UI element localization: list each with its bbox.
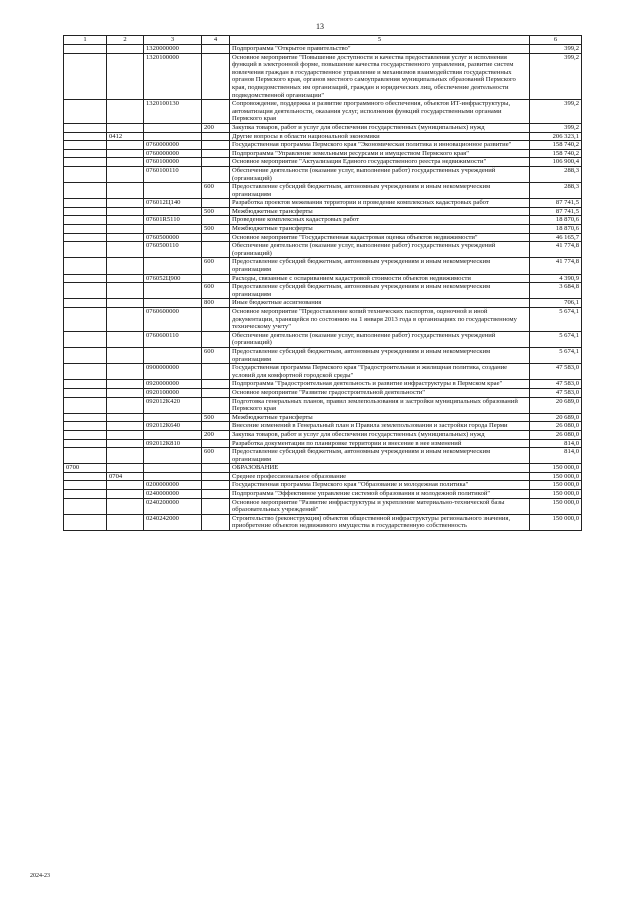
expense-type-code-cell — [202, 308, 230, 332]
target-item-code-cell: 0760000000 — [144, 141, 202, 150]
amount-cell: 150 000,0 — [530, 464, 582, 473]
table-row — [64, 207, 582, 216]
amount-cell: 288,3 — [530, 166, 582, 182]
expense-type-code-cell — [202, 388, 230, 397]
column-header-2: 2 — [107, 36, 144, 45]
item-name-cell: Внесение изменений в Генеральный план и Правила землепользования и застройки города Перми — [230, 422, 530, 431]
target-item-code-cell: 076012Ц140 — [144, 199, 202, 208]
amount-cell: 288,3 — [530, 183, 582, 199]
section-code-cell — [64, 274, 107, 283]
section-code-cell — [64, 308, 107, 332]
expense-type-code-cell — [202, 498, 230, 514]
item-name-cell: Подпрограмма "Управление земельными ресурсами и имуществом Пермского края" — [230, 149, 530, 158]
subsection-code-cell — [107, 199, 144, 208]
section-code-cell — [64, 166, 107, 182]
table-row — [64, 388, 582, 397]
expense-type-code-cell — [202, 158, 230, 167]
table-row — [64, 242, 582, 258]
amount-cell: 4 390,9 — [530, 274, 582, 283]
amount-cell: 41 774,8 — [530, 258, 582, 274]
expense-type-code-cell: 600 — [202, 347, 230, 363]
target-item-code-cell: 0240242000 — [144, 514, 202, 530]
target-item-code-cell: 07601R5110 — [144, 216, 202, 225]
target-item-code-cell: 0760100110 — [144, 166, 202, 182]
item-name-cell: Подпрограмма "Открытое правительство" — [230, 45, 530, 54]
subsection-code-cell — [107, 308, 144, 332]
amount-cell: 399,2 — [530, 53, 582, 100]
expense-type-code-cell: 600 — [202, 183, 230, 199]
expense-type-code-cell — [202, 490, 230, 499]
budget-table — [63, 35, 582, 531]
expense-type-code-cell — [202, 472, 230, 481]
subsection-code-cell — [107, 331, 144, 347]
item-name-cell: Основное мероприятие "Повышение доступности и качества предоставления услуг и исполнения функций в электронной форме, повышение качества государственного управления, развитие систем вовлечения граждан в государственное управление и механизмов взаимодействия государственных органов Пермского края, органов местного самоуправления муниципальных образований Пермского края, подведомственных им организаций, граждан и юридических лиц, обеспечение деятельности подведомственной организации" — [230, 53, 530, 100]
expense-type-code-cell — [202, 132, 230, 141]
subsection-code-cell — [107, 498, 144, 514]
expense-type-code-cell: 200 — [202, 123, 230, 132]
amount-cell: 158 740,2 — [530, 141, 582, 150]
table-row — [64, 199, 582, 208]
item-name-cell: Основное мероприятие "Предоставление копий технических паспортов, оценочной и иной документации, хранящейся по состоянию на 1 января 2013 года в организациях по государственному техническому учету" — [230, 308, 530, 332]
section-code-cell — [64, 53, 107, 100]
target-item-code-cell: 0760600000 — [144, 308, 202, 332]
amount-cell: 18 870,6 — [530, 225, 582, 234]
subsection-code-cell — [107, 233, 144, 242]
target-item-code-cell — [144, 225, 202, 234]
item-name-cell: Государственная программа Пермского края "Градостроительная и жилищная политика, создание условий для комфортной городской среды" — [230, 364, 530, 380]
column-header-5: 5 — [230, 36, 530, 45]
target-item-code-cell — [144, 299, 202, 308]
expense-type-code-cell — [202, 514, 230, 530]
item-name-cell: Межбюджетные трансферты — [230, 207, 530, 216]
item-name-cell: Иные бюджетные ассигнования — [230, 299, 530, 308]
footer-code: 2024-23 — [30, 873, 50, 879]
amount-cell: 814,0 — [530, 448, 582, 464]
amount-cell: 3 684,8 — [530, 283, 582, 299]
subsection-code-cell — [107, 45, 144, 54]
amount-cell: 150 000,0 — [530, 514, 582, 530]
section-code-cell — [64, 481, 107, 490]
table-row — [64, 413, 582, 422]
item-name-cell: Подготовка генеральных планов, правил землепользования и застройки муниципальных образований Пермского края — [230, 397, 530, 413]
target-item-code-cell — [144, 183, 202, 199]
section-code-cell — [64, 299, 107, 308]
table-row — [64, 123, 582, 132]
section-code-cell — [64, 430, 107, 439]
expense-type-code-cell — [202, 199, 230, 208]
table-row — [64, 331, 582, 347]
subsection-code-cell — [107, 413, 144, 422]
amount-cell: 150 000,0 — [530, 498, 582, 514]
amount-cell: 47 583,0 — [530, 364, 582, 380]
target-item-code-cell — [144, 464, 202, 473]
table-row — [64, 233, 582, 242]
expense-type-code-cell — [202, 216, 230, 225]
subsection-code-cell — [107, 158, 144, 167]
subsection-code-cell — [107, 364, 144, 380]
expense-type-code-cell — [202, 45, 230, 54]
subsection-code-cell — [107, 347, 144, 363]
section-code-cell — [64, 233, 107, 242]
table-row — [64, 490, 582, 499]
item-name-cell: Проведение комплексных кадастровых работ — [230, 216, 530, 225]
section-code-cell — [64, 514, 107, 530]
amount-cell: 5 674,1 — [530, 331, 582, 347]
section-code-cell — [64, 100, 107, 124]
section-code-cell — [64, 422, 107, 431]
table-row — [64, 514, 582, 530]
section-code-cell — [64, 45, 107, 54]
subsection-code-cell — [107, 490, 144, 499]
item-name-cell: Основное мероприятие "Государственная кадастровая оценка объектов недвижимости" — [230, 233, 530, 242]
table-row — [64, 464, 582, 473]
item-name-cell: Предоставление субсидий бюджетным, автономным учреждениям и иным некоммерческим организациям — [230, 347, 530, 363]
page-number: 13 — [316, 22, 324, 31]
item-name-cell: Обеспечение деятельности (оказание услуг, выполнение работ) государственных учреждений (организаций) — [230, 242, 530, 258]
amount-cell: 106 900,4 — [530, 158, 582, 167]
target-item-code-cell: 0200000000 — [144, 481, 202, 490]
section-code-cell — [64, 448, 107, 464]
section-code-cell — [64, 439, 107, 448]
section-code-cell — [64, 364, 107, 380]
item-name-cell: Подпрограмма "Эффективное управление системой образования и молодежной политикой" — [230, 490, 530, 499]
table-row — [64, 472, 582, 481]
item-name-cell: Подпрограмма "Градостроительная деятельность и развитие инфраструктуры в Пермском крае" — [230, 380, 530, 389]
table-row — [64, 166, 582, 182]
item-name-cell: Основное мероприятие "Развитие градостроительной деятельности" — [230, 388, 530, 397]
section-code-cell — [64, 149, 107, 158]
item-name-cell: Разработка документации по планировке территории и внесение в нее изменений — [230, 439, 530, 448]
expense-type-code-cell — [202, 166, 230, 182]
section-code-cell — [64, 388, 107, 397]
target-item-code-cell: 092012К810 — [144, 439, 202, 448]
amount-cell: 41 774,8 — [530, 242, 582, 258]
amount-cell: 399,2 — [530, 100, 582, 124]
table-row — [64, 183, 582, 199]
expense-type-code-cell — [202, 481, 230, 490]
item-name-cell: Основное мероприятие "Актуализация Единого государственного реестра недвижимости" — [230, 158, 530, 167]
subsection-code-cell — [107, 207, 144, 216]
amount-cell: 47 583,0 — [530, 380, 582, 389]
expense-type-code-cell — [202, 464, 230, 473]
table-row — [64, 397, 582, 413]
target-item-code-cell: 0900000000 — [144, 364, 202, 380]
table-row — [64, 422, 582, 431]
target-item-code-cell: 0760500000 — [144, 233, 202, 242]
table-row — [64, 308, 582, 332]
subsection-code-cell — [107, 430, 144, 439]
target-item-code-cell: 0920000000 — [144, 380, 202, 389]
table-row — [64, 439, 582, 448]
expense-type-code-cell: 600 — [202, 283, 230, 299]
amount-cell: 206 323,1 — [530, 132, 582, 141]
section-code-cell — [64, 347, 107, 363]
item-name-cell: Межбюджетные трансферты — [230, 225, 530, 234]
target-item-code-cell — [144, 347, 202, 363]
column-header-4: 4 — [202, 36, 230, 45]
table-row — [64, 364, 582, 380]
item-name-cell: Обеспечение деятельности (оказание услуг, выполнение работ) государственных учреждений (организаций) — [230, 166, 530, 182]
target-item-code-cell — [144, 448, 202, 464]
expense-type-code-cell — [202, 364, 230, 380]
target-item-code-cell: 1320100130 — [144, 100, 202, 124]
amount-cell: 18 870,6 — [530, 216, 582, 225]
subsection-code-cell — [107, 216, 144, 225]
subsection-code-cell — [107, 397, 144, 413]
expense-type-code-cell — [202, 422, 230, 431]
table-row — [64, 258, 582, 274]
amount-cell: 20 689,0 — [530, 413, 582, 422]
amount-cell: 5 674,1 — [530, 347, 582, 363]
expense-type-code-cell — [202, 397, 230, 413]
amount-cell: 87 741,5 — [530, 199, 582, 208]
section-code-cell — [64, 132, 107, 141]
subsection-code-cell — [107, 258, 144, 274]
section-code-cell — [64, 331, 107, 347]
target-item-code-cell: 092012К640 — [144, 422, 202, 431]
section-code-cell — [64, 258, 107, 274]
subsection-code-cell — [107, 123, 144, 132]
subsection-code-cell — [107, 439, 144, 448]
subsection-code-cell — [107, 481, 144, 490]
amount-cell: 20 689,0 — [530, 397, 582, 413]
amount-cell: 399,2 — [530, 45, 582, 54]
amount-cell: 399,2 — [530, 123, 582, 132]
section-code-cell — [64, 183, 107, 199]
table-header — [64, 36, 582, 45]
item-name-cell: ОБРАЗОВАНИЕ — [230, 464, 530, 473]
target-item-code-cell — [144, 258, 202, 274]
item-name-cell: Разработка проектов межевания территории и проведение комплексных кадастровых работ — [230, 199, 530, 208]
subsection-code-cell — [107, 100, 144, 124]
target-item-code-cell: 0240000000 — [144, 490, 202, 499]
expense-type-code-cell: 800 — [202, 299, 230, 308]
expense-type-code-cell — [202, 141, 230, 150]
section-code-cell — [64, 397, 107, 413]
amount-cell: 150 000,0 — [530, 481, 582, 490]
item-name-cell: Сопровождение, поддержка и развитие программного обеспечения, объектов ИТ-инфраструктуры, автоматизация деятельности, оказания услуг, исполнения функций государственными органами Пермского края — [230, 100, 530, 124]
subsection-code-cell — [107, 274, 144, 283]
table-row — [64, 149, 582, 158]
subsection-code-cell — [107, 53, 144, 100]
expense-type-code-cell — [202, 439, 230, 448]
subsection-code-cell — [107, 299, 144, 308]
item-name-cell: Предоставление субсидий бюджетным, автономным учреждениям и иным некоммерческим организациям — [230, 258, 530, 274]
table-row — [64, 430, 582, 439]
amount-cell: 706,1 — [530, 299, 582, 308]
expense-type-code-cell — [202, 331, 230, 347]
section-code-cell — [64, 199, 107, 208]
table-row — [64, 299, 582, 308]
item-name-cell: Предоставление субсидий бюджетным, автономным учреждениям и иным некоммерческим организациям — [230, 448, 530, 464]
subsection-code-cell — [107, 149, 144, 158]
expense-type-code-cell: 500 — [202, 225, 230, 234]
subsection-code-cell — [107, 464, 144, 473]
subsection-code-cell — [107, 225, 144, 234]
table-row — [64, 216, 582, 225]
target-item-code-cell: 0920100000 — [144, 388, 202, 397]
section-code-cell — [64, 242, 107, 258]
target-item-code-cell — [144, 283, 202, 299]
table-row — [64, 225, 582, 234]
target-item-code-cell — [144, 413, 202, 422]
item-name-cell: Государственная программа Пермского края "Образование и молодежная политика" — [230, 481, 530, 490]
expense-type-code-cell: 500 — [202, 207, 230, 216]
amount-cell: 46 165,7 — [530, 233, 582, 242]
table-row — [64, 100, 582, 124]
subsection-code-cell — [107, 422, 144, 431]
expense-type-code-cell — [202, 242, 230, 258]
target-item-code-cell: 1320100000 — [144, 53, 202, 100]
target-item-code-cell — [144, 132, 202, 141]
table-row — [64, 448, 582, 464]
expense-type-code-cell — [202, 100, 230, 124]
item-name-cell: Строительство (реконструкция) объектов общественной инфраструктуры регионального значения, приобретение объектов недвижимого имущества в государственную собственность — [230, 514, 530, 530]
section-code-cell — [64, 216, 107, 225]
expense-type-code-cell — [202, 274, 230, 283]
item-name-cell: Другие вопросы в области национальной экономики — [230, 132, 530, 141]
target-item-code-cell: 0760000000 — [144, 149, 202, 158]
item-name-cell: Обеспечение деятельности (оказание услуг, выполнение работ) государственных учреждений (организаций) — [230, 331, 530, 347]
target-item-code-cell: 076052Ц900 — [144, 274, 202, 283]
expense-type-code-cell — [202, 233, 230, 242]
table-row — [64, 347, 582, 363]
table-row — [64, 283, 582, 299]
section-code-cell — [64, 283, 107, 299]
expense-type-code-cell — [202, 149, 230, 158]
item-name-cell: Предоставление субсидий бюджетным, автономным учреждениям и иным некоммерческим организациям — [230, 183, 530, 199]
subsection-code-cell — [107, 448, 144, 464]
section-code-cell — [64, 141, 107, 150]
table-row — [64, 481, 582, 490]
target-item-code-cell — [144, 472, 202, 481]
table-row — [64, 498, 582, 514]
amount-cell: 26 080,0 — [530, 430, 582, 439]
item-name-cell: Закупка товаров, работ и услуг для обеспечения государственных (муниципальных) нужд — [230, 123, 530, 132]
table-body — [64, 45, 582, 531]
expense-type-code-cell: 600 — [202, 448, 230, 464]
target-item-code-cell: 1320000000 — [144, 45, 202, 54]
column-header-3: 3 — [144, 36, 202, 45]
amount-cell: 158 740,2 — [530, 149, 582, 158]
table-row — [64, 158, 582, 167]
subsection-code-cell — [107, 514, 144, 530]
subsection-code-cell — [107, 283, 144, 299]
expense-type-code-cell: 500 — [202, 413, 230, 422]
section-code-cell — [64, 498, 107, 514]
subsection-code-cell — [107, 166, 144, 182]
target-item-code-cell — [144, 207, 202, 216]
target-item-code-cell — [144, 123, 202, 132]
target-item-code-cell: 0240200000 — [144, 498, 202, 514]
section-code-cell — [64, 225, 107, 234]
table-row — [64, 45, 582, 54]
section-code-cell — [64, 123, 107, 132]
amount-cell: 87 741,5 — [530, 207, 582, 216]
section-code-cell — [64, 490, 107, 499]
subsection-code-cell — [107, 242, 144, 258]
table-row — [64, 53, 582, 100]
amount-cell: 47 583,0 — [530, 388, 582, 397]
table-row — [64, 132, 582, 141]
table-row — [64, 380, 582, 389]
expense-type-code-cell — [202, 53, 230, 100]
item-name-cell: Расходы, связанные с оспариванием кадастровой стоимости объектов недвижимости — [230, 274, 530, 283]
expense-type-code-cell — [202, 380, 230, 389]
item-name-cell: Государственная программа Пермского края "Экономическая политика и инновационное развитие" — [230, 141, 530, 150]
subsection-code-cell — [107, 183, 144, 199]
item-name-cell: Межбюджетные трансферты — [230, 413, 530, 422]
amount-cell: 150 000,0 — [530, 490, 582, 499]
target-item-code-cell — [144, 430, 202, 439]
expense-type-code-cell: 200 — [202, 430, 230, 439]
section-code-cell — [64, 158, 107, 167]
item-name-cell: Основное мероприятие "Развитие инфраструктуры и укрепление материально-технической базы образовательных учреждений" — [230, 498, 530, 514]
section-code-cell — [64, 380, 107, 389]
column-header-1: 1 — [64, 36, 107, 45]
target-item-code-cell: 0760500110 — [144, 242, 202, 258]
section-code-cell — [64, 413, 107, 422]
amount-cell: 5 674,1 — [530, 308, 582, 332]
table-row — [64, 141, 582, 150]
subsection-code-cell — [107, 388, 144, 397]
subsection-code-cell — [107, 380, 144, 389]
section-code-cell — [64, 207, 107, 216]
expense-type-code-cell: 600 — [202, 258, 230, 274]
item-name-cell: Среднее профессиональное образование — [230, 472, 530, 481]
amount-cell: 150 000,0 — [530, 472, 582, 481]
target-item-code-cell: 0760100000 — [144, 158, 202, 167]
column-header-6: 6 — [530, 36, 582, 45]
section-code-cell — [64, 472, 107, 481]
target-item-code-cell: 0760600110 — [144, 331, 202, 347]
table-row — [64, 274, 582, 283]
item-name-cell: Предоставление субсидий бюджетным, автономным учреждениям и иным некоммерческим организациям — [230, 283, 530, 299]
subsection-code-cell: 0704 — [107, 472, 144, 481]
subsection-code-cell — [107, 141, 144, 150]
item-name-cell: Закупка товаров, работ и услуг для обеспечения государственных (муниципальных) нужд — [230, 430, 530, 439]
amount-cell: 26 080,0 — [530, 422, 582, 431]
target-item-code-cell: 092012К420 — [144, 397, 202, 413]
subsection-code-cell: 0412 — [107, 132, 144, 141]
section-code-cell: 0700 — [64, 464, 107, 473]
amount-cell: 814,0 — [530, 439, 582, 448]
